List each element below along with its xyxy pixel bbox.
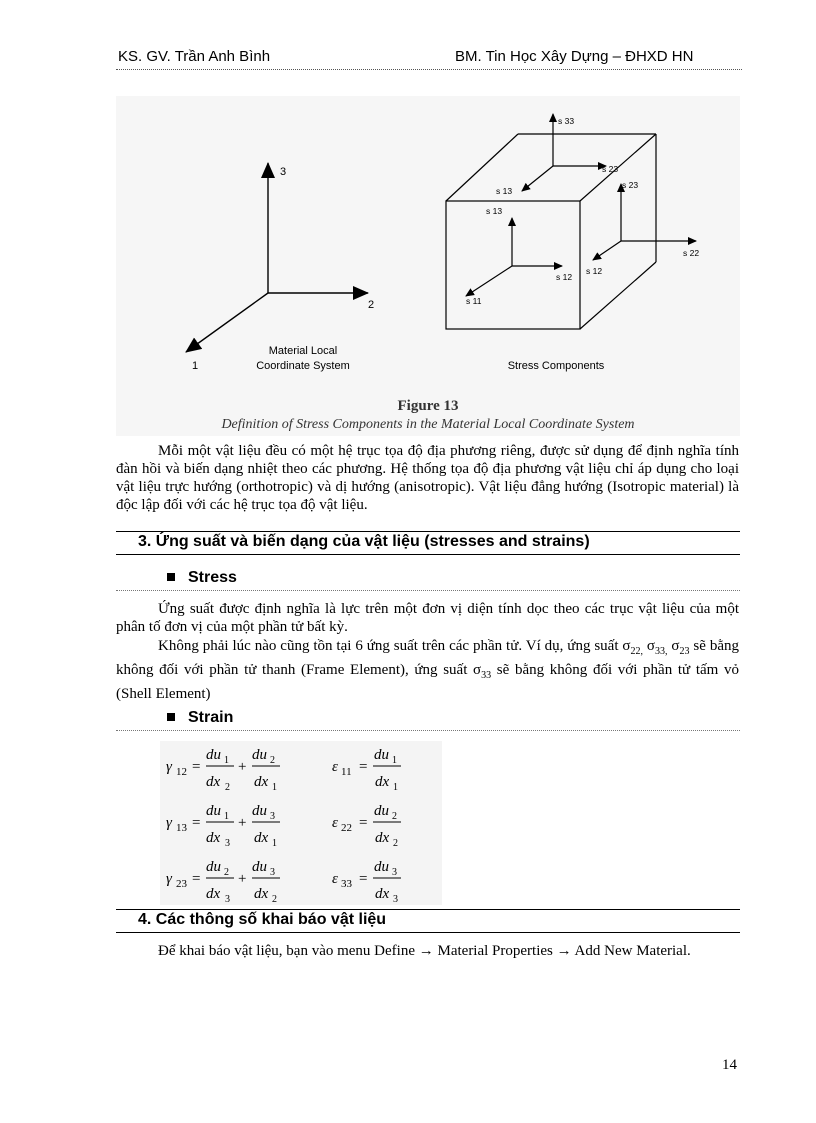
material-local-label-2: Coordinate System (256, 360, 350, 372)
strain-equations (160, 741, 442, 905)
svg-text:3: 3 (392, 867, 397, 878)
label-s13-front: s 13 (486, 206, 503, 216)
svg-text:1: 1 (393, 782, 398, 793)
svg-text:2: 2 (392, 811, 397, 822)
svg-text:γ: γ (166, 871, 172, 887)
svg-text:dx: dx (375, 830, 390, 846)
strain-equations-svg (160, 741, 442, 905)
svg-text:3: 3 (270, 867, 275, 878)
svg-text:22: 22 (341, 822, 352, 834)
svg-text:du: du (206, 803, 221, 819)
equation-eps33 (332, 859, 401, 905)
svg-text:dx: dx (254, 830, 269, 846)
svg-text:du: du (252, 747, 267, 763)
svg-text:ε: ε (332, 815, 338, 831)
svg-text:2: 2 (393, 838, 398, 849)
svg-text:1: 1 (272, 782, 277, 793)
label-s13-top: s 13 (496, 186, 513, 196)
label-s23-right: s 23 (622, 180, 639, 190)
svg-text:2: 2 (224, 867, 229, 878)
svg-text:1: 1 (392, 755, 397, 766)
axis-2-label: 2 (368, 299, 375, 311)
stress-arrows (466, 114, 696, 296)
svg-text:=: = (359, 759, 368, 775)
equation-gamma12 (166, 747, 280, 793)
svg-text:du: du (374, 803, 389, 819)
svg-text:2: 2 (225, 782, 230, 793)
svg-text:du: du (206, 747, 221, 763)
section-4-paragraph: Để khai báo vật liệu, bạn vào menu Define → Material Properties → Add New Material. (158, 943, 691, 959)
label-s12-front: s 12 (556, 272, 573, 282)
stress-heading-text: Stress (188, 569, 237, 586)
material-local-label-1: Material Local (268, 345, 338, 357)
stress-paragraph-1: Ứng suất được định nghĩa là lực trên một đơn vị diện tính dọc theo các trục vật liệu của một phân tố đơn vị của một phần tử bất kỳ. (116, 601, 739, 635)
equation-eps11 (332, 747, 401, 793)
equation-gamma13 (166, 803, 280, 849)
strain-heading-text: Strain (188, 709, 234, 726)
header-rule (116, 69, 742, 70)
label-s11: s 11 (466, 296, 482, 306)
stress-paragraph-2: Không phải lúc nào cũng tồn tại 6 ứng suất trên các phần tử. Ví dụ, ứng suất $\sigma_{22,}$ $\sigma_{33,}$ $\sigma_{23}$ sẽ bằng không đối với phần tử thanh (Frame Element), ứng suất $\sigma_{33}$ sẽ bằng không đối với phần tử tấm vỏ (Shell Element) (116, 638, 740, 702)
intro-paragraph: Mỗi một vật liệu đều có một hệ trục tọa độ địa phương riêng, được sử dụng để định nghĩa tính đàn hồi và biến dạng nhiệt theo các phương. Hệ thống tọa độ địa phương vật liệu chỉ áp dụng cho loại vật liệu trực hướng (orthotropic) và dị hướng (anisotropic). Vật liệu đẳng hướng (Isotropic material) là độc lập đối với các hệ trục tọa độ vật liệu. (116, 443, 739, 513)
label-s12-right: s 12 (586, 266, 603, 276)
svg-text:dx: dx (375, 774, 390, 790)
svg-text:+: + (238, 871, 247, 887)
page-number: 14 (722, 1057, 737, 1073)
svg-text:γ: γ (166, 759, 172, 775)
svg-text:ε: ε (332, 871, 338, 887)
stress-components-label: Stress Components (507, 360, 605, 372)
svg-text:dx: dx (254, 774, 269, 790)
strain-bullet-icon (167, 713, 175, 721)
section-4-heading (116, 909, 740, 933)
svg-text:3: 3 (393, 894, 398, 905)
stress-bullet-icon (167, 573, 175, 581)
svg-text:=: = (359, 815, 368, 831)
svg-text:=: = (192, 759, 201, 775)
svg-text:du: du (374, 859, 389, 875)
svg-text:dx: dx (206, 774, 221, 790)
svg-text:du: du (206, 859, 221, 875)
section-3-heading (116, 531, 740, 555)
figure-13 (116, 96, 740, 436)
svg-text:dx: dx (206, 886, 221, 902)
svg-text:du: du (374, 747, 389, 763)
svg-text:2: 2 (272, 894, 277, 905)
arrow-s12-right (593, 241, 621, 260)
svg-text:=: = (192, 871, 201, 887)
svg-text:23: 23 (176, 878, 187, 890)
svg-text:33: 33 (341, 878, 352, 890)
arrow-s11 (466, 266, 512, 296)
svg-text:3: 3 (225, 838, 230, 849)
label-s23-top: s 23 (602, 164, 619, 174)
material-local-axes (186, 163, 368, 352)
axis-3-label: 3 (280, 166, 287, 178)
svg-text:11: 11 (341, 766, 352, 778)
svg-text:12: 12 (176, 766, 187, 778)
svg-text:ε: ε (332, 759, 338, 775)
svg-text:du: du (252, 859, 267, 875)
svg-text:1: 1 (272, 838, 277, 849)
label-s33: s 33 (558, 116, 575, 126)
section-3-title: 3. Ứng suất và biến dạng của vật liệu (stresses and strains) (138, 533, 590, 550)
svg-text:+: + (238, 815, 247, 831)
axis-1-line (186, 293, 268, 352)
equation-gamma23 (166, 859, 280, 905)
svg-text:13: 13 (176, 822, 187, 834)
svg-text:dx: dx (375, 886, 390, 902)
label-s22: s 22 (683, 248, 700, 258)
section-4-title: 4. Các thông số khai báo vật liệu (138, 911, 387, 928)
svg-text:=: = (359, 871, 368, 887)
svg-text:3: 3 (270, 811, 275, 822)
figure-caption: Definition of Stress Components in the Material Local Coordinate System (221, 417, 635, 432)
svg-text:=: = (192, 815, 201, 831)
svg-text:dx: dx (254, 886, 269, 902)
figure-diagram (116, 96, 740, 436)
svg-text:2: 2 (270, 755, 275, 766)
equation-eps22 (332, 803, 401, 849)
strain-heading (116, 708, 740, 731)
header-right: BM. Tin Học Xây Dựng – ĐHXD HN (455, 48, 694, 65)
figure-title: Figure 13 (397, 398, 459, 414)
arrow-s13-top (522, 166, 553, 191)
svg-text:3: 3 (225, 894, 230, 905)
header-left: KS. GV. Trần Anh Bình (118, 48, 271, 65)
svg-text:+: + (238, 759, 247, 775)
axis-1-label: 1 (192, 360, 199, 372)
svg-text:1: 1 (224, 811, 229, 822)
svg-text:du: du (252, 803, 267, 819)
svg-text:γ: γ (166, 815, 172, 831)
svg-text:1: 1 (224, 755, 229, 766)
svg-text:dx: dx (206, 830, 221, 846)
stress-heading (116, 568, 740, 591)
